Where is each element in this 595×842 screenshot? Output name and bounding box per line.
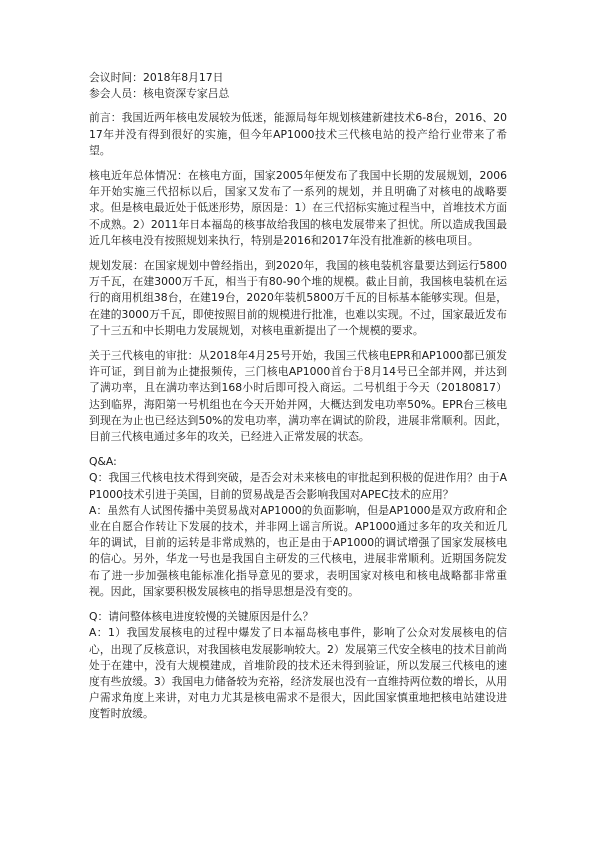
question-text: Q：我国三代核电技术得到突破，是否会对未来核电的审批起到积极的促进作用？由于AP1000技术引进于美国，目前的贸易战是否会影响我国对APEC技术的应用？ [89,471,507,501]
meeting-attendees: 参会人员：核电资深专家吕总 [89,87,230,101]
preface-paragraph: 前言：我国近两年核电发展较为低迷，能源局每年规划核建新建技术6-8台，2016、2017年并没有得到很好的实施，但今年AP1000技术三代核电站的投产给行业带来了希望。 [89,111,507,157]
planning-paragraph: 规划发展：在国家规划中曾经指出，到2020年，我国的核电装机容量要达到运行5800万千瓦，在建3000万千瓦，相当于有80-90个堆的规模。截止目前，我国核电装机在运行的商用机组38台，在建19台，2020年装机5800万千瓦的目标基本能够实现。但是，在建的3000万千瓦，即使按照目前的规模进行批准，也难以实现。不过，国家最近发布了十三五和中长期电力发展规划，对核电重新提出了一个规模的要求。 [89,259,507,337]
meeting-meta [89,70,507,102]
qa-item [89,609,507,722]
question-text: Q：请问整体核电进度较慢的关键原因是什么？ [89,610,314,624]
meeting-time: 会议时间：2018年8月17日 [89,71,224,84]
qa-heading: Q&A: [89,455,117,469]
answer-text: A：1）我国发展核电的过程中爆发了日本福岛核电事件，影响了公众对发展核电的信心，出现了反核意识，对我国核电发展影响较大。2）发展第三代安全核电的技术目前尚处于在建中，没有大规模建成，首堆阶段的技术还未得到验证，所以发展三代核电的速度有些放缓。3）我国电力储备较为充裕，经济发展也没有一直维持两位数的增长，从用户需求角度上来讲，对电力尤其是核电需求不是很大，因此国家慎重地把核电站建设进度暂时放缓。 [89,626,507,721]
approval-paragraph: 关于三代核电的审批：从2018年4月25号开始，我国三代核电EPR和AP1000都已颁发许可证，到目前为止捷报频传，三门核电AP1000首台于8月14号已全部并网，并达到了满功率，且在满功率达到168小时后即可投入商运。二号机组于今天（20180817）达到临界，海阳第一号机组也在今天开始并网，大概达到发电功率50%。EPR台三核电到现在为止也已经达到50%的发电功率，满功率在调试的阶段，进展非常顺利。因此，目前三代核电通过多年的攻关，已经进入正常发展的状态。 [89,349,507,444]
qa-item [89,470,507,600]
answer-text: A：虽然有人试图传播中美贸易战对AP1000的负面影响，但是AP1000是双方政府和企业在自愿合作转让下发展的技术，并非网上谣言所说。AP1000通过多年的攻关和近几年的调试，目前的运转是非常成熟的，也正是由于AP1000的调试增强了国家发展核电的信心。另外，华龙一号也是我国自主研发的三代核电，进展非常顺利。近期国务院发布了进一步加强核电能标准化指导意见的要求，表明国家对核电和核电战略都非常重视。因此，国家要积极发展核电的指导思想是没有变的。 [89,503,507,598]
overview-paragraph: 核电近年总体情况：在核电方面，国家2005年便发布了我国中长期的发展规划，2006年开始实施三代招标以后，国家又发布了一系列的规划，并且明确了对核电的战略要求。但是核电最近处于低迷形势，原因是：1）在三代招标实施过程当中，首堆技术方面不成熟。2）2011年日本福岛的核事故给我国的核电发展带来了担忧。所以造成我国最近几年核电没有按照规划来执行，特别是2016和2017年没有批准新的核电项目。 [89,169,507,247]
document-page [89,70,507,732]
